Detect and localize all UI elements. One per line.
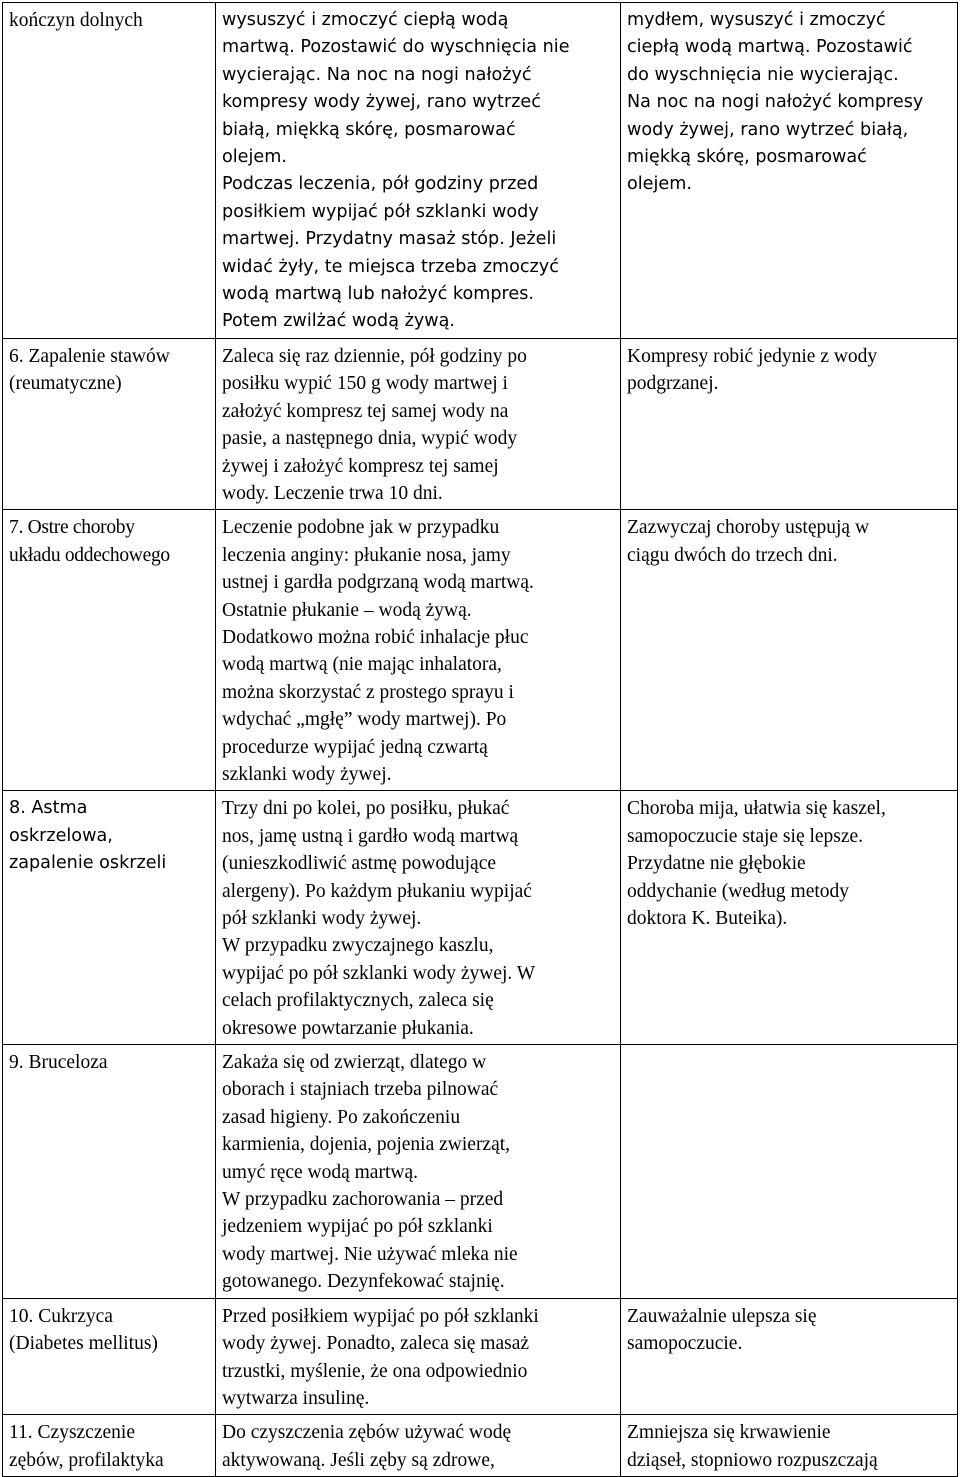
condition-cell (3, 1045, 216, 1299)
treatment-line: żywej i założyć kompresz tej samej (222, 455, 499, 477)
condition-line: 10. Cukrzyca (9, 1305, 113, 1327)
table-row (3, 1045, 958, 1299)
treatment-cell (216, 1415, 621, 1477)
treatment-table (2, 2, 958, 1477)
treatment-line: pasie, a następnego dnia, wypić wody (222, 428, 518, 450)
treatment-line: aktywowaną. Jeśli zęby są zdrowe, (222, 1449, 495, 1471)
notes-line: Choroba mija, ułatwia się kaszel, (627, 798, 886, 820)
notes-line: Zmniejsza się krwawienie (627, 1422, 831, 1444)
notes-line: ciągu dwóch do trzech dni. (627, 544, 838, 566)
treatment-line: karmienia, dojenia, pojenia zwierząt, (222, 1134, 511, 1156)
treatment-line: Przed posiłkiem wypijać po pół szklanki (222, 1305, 539, 1327)
condition-line: 6. Zapalenie stawów (9, 345, 170, 367)
notes-line: dziąseł, stopniowo rozpuszczają (627, 1449, 878, 1471)
treatment-line: (unieszkodliwić astmę powodujące (222, 853, 496, 875)
treatment-line: jedzeniem wypijać po pół szklanki (222, 1216, 493, 1238)
treatment-line: wdychać „mgłę” wody martwej). Po (222, 709, 507, 731)
notes-line: Przydatne nie głębokie (627, 853, 806, 875)
treatment-line: umyć ręce wodą martwą. (222, 1161, 418, 1183)
condition-line: 9. Bruceloza (9, 1052, 108, 1074)
notes-cell (621, 1298, 958, 1415)
treatment-line: leczenia anginy: płukanie nosa, jamy (222, 544, 511, 566)
treatment-line: wytwarza insulinę. (222, 1387, 370, 1409)
treatment-line: wysuszyć i zmoczyć ciepłą wodą (222, 10, 509, 30)
notes-line: Zazwyczaj choroby ustępują w (627, 517, 870, 539)
treatment-line: Dodatkowo można robić inhalacje płuc (222, 626, 529, 648)
treatment-line: ustnej i gardła podgrzaną wodą martwą. (222, 572, 534, 594)
treatment-line: wypijać po pół szklanki wody żywej. W (222, 962, 536, 984)
notes-line: olejem. (627, 174, 692, 195)
treatment-line: Podczas leczenia, pół godziny przed (222, 174, 539, 195)
notes-line: oddychanie (według metody (627, 880, 850, 902)
treatment-line: wodą martwą (nie mając inhalatora, (222, 654, 502, 676)
table-row (3, 1298, 958, 1415)
condition-line: oskrzelowa, (9, 825, 113, 846)
treatment-line: trzustki, myślenie, że ona odpowiednio (222, 1360, 528, 1382)
treatment-cell (216, 338, 621, 509)
condition-line: układu oddechowego (9, 544, 170, 566)
treatment-line: Potem zwilżać wodą żywą. (222, 311, 455, 332)
treatment-line: oborach i stajniach trzeba pilnować (222, 1079, 499, 1101)
table-row (3, 1415, 958, 1477)
notes-line: ciepłą wodą martwą. Pozostawić (627, 37, 913, 58)
condition-line: (Diabetes mellitus) (9, 1333, 158, 1355)
treatment-cell (216, 791, 621, 1045)
notes-cell (621, 510, 958, 791)
treatment-line: Trzy dni po kolei, po posiłku, płukać (222, 798, 510, 820)
treatment-line: martwej. Przydatny masaż stóp. Jeżeli (222, 229, 557, 250)
treatment-line: Do czyszczenia zębów używać wodę (222, 1422, 512, 1444)
treatment-line: olejem. (222, 147, 287, 168)
treatment-line: Zakaża się od zwierząt, dlatego w (222, 1052, 487, 1074)
treatment-line: W przypadku zwyczajnego kaszlu, (222, 935, 494, 957)
condition-cell (3, 791, 216, 1045)
treatment-line: kompresy wody żywej, rano wytrzeć (222, 92, 541, 113)
treatment-line: zasad higieny. Po zakończeniu (222, 1106, 461, 1128)
notes-line: podgrzanej. (627, 373, 719, 395)
treatment-line: widać żyły, te miejsca trzeba zmoczyć (222, 256, 559, 277)
treatment-line: szklanki wody żywej. (222, 763, 392, 785)
notes-cell (621, 3, 958, 339)
condition-cell (3, 510, 216, 791)
treatment-line: wycierając. Na noc na nogi nałożyć (222, 64, 532, 85)
treatment-line: Ostatnie płukanie – wodą żywą. (222, 599, 472, 621)
notes-line: samopoczucie. (627, 1333, 743, 1355)
notes-cell (621, 1415, 958, 1477)
notes-line: miękką skórę, posmarować (627, 147, 867, 168)
condition-cell (3, 1298, 216, 1415)
condition-line: 7. Ostre choroby (9, 517, 135, 539)
treatment-line: wodą martwą lub nałożyć kompres. (222, 284, 534, 305)
notes-line: mydłem, wysuszyć i zmoczyć (627, 10, 886, 30)
treatment-line: wody. Leczenie trwa 10 dni. (222, 482, 443, 504)
notes-line: Na noc na nogi nałożyć kompresy (627, 92, 924, 113)
notes-line: wody żywej, rano wytrzeć białą, (627, 119, 909, 140)
treatment-line: wody żywej. Ponadto, zaleca się masaż (222, 1333, 530, 1355)
treatment-line: Zaleca się raz dziennie, pół godziny po (222, 345, 527, 367)
treatment-cell (216, 1045, 621, 1299)
condition-line: kończyn dolnych (9, 10, 143, 31)
table-row (3, 338, 958, 509)
condition-cell (3, 1415, 216, 1477)
treatment-line: pół szklanki wody żywej. (222, 908, 422, 929)
treatment-line: Leczenie podobne jak w przypadku (222, 517, 500, 539)
treatment-cell (216, 1298, 621, 1415)
notes-line: doktora K. Buteika). (627, 908, 788, 929)
treatment-line: W przypadku zachorowania – przed (222, 1189, 504, 1211)
treatment-line: alergeny). Po każdym płukaniu wypijać (222, 880, 532, 902)
notes-line: do wyschnięcia nie wycierając. (627, 64, 899, 85)
condition-cell (3, 3, 216, 339)
notes-cell (621, 1045, 958, 1299)
treatment-cell (216, 3, 621, 339)
treatment-line: gotowanego. Dezynfekować stajnię. (222, 1271, 505, 1293)
treatment-line: celach profilaktycznych, zaleca się (222, 990, 494, 1012)
condition-line: 8. Astma (9, 798, 88, 819)
table-row (3, 510, 958, 791)
treatment-line: nos, jamę ustną i gardło wodą martwą (222, 825, 519, 847)
condition-line: zębów, profilaktyka (9, 1449, 164, 1471)
treatment-line: założyć kompresz tej samej wody na (222, 400, 509, 422)
treatment-line: można skorzystać z prostego sprayu i (222, 681, 514, 703)
treatment-line: posiłkiem wypijać pół szklanki wody (222, 201, 539, 222)
notes-line: samopoczucie staje się lepsze. (627, 825, 864, 847)
notes-line: Zauważalnie ulepsza się (627, 1305, 817, 1327)
treatment-line: okresowe powtarzanie płukania. (222, 1017, 474, 1039)
table-row (3, 3, 958, 339)
notes-line: Kompresy robić jedynie z wody (627, 345, 878, 367)
notes-cell (621, 338, 958, 509)
condition-line: zapalenie oskrzeli (9, 853, 167, 874)
treatment-line: posiłku wypić 150 g wody martwej i (222, 373, 508, 395)
condition-line: (reumatyczne) (9, 373, 122, 395)
notes-cell (621, 791, 958, 1045)
table-row (3, 791, 958, 1045)
treatment-line: białą, miękką skórę, posmarować (222, 119, 516, 140)
treatment-line: martwą. Pozostawić do wyschnięcia nie (222, 37, 570, 58)
treatment-cell (216, 510, 621, 791)
treatment-line: wody martwej. Nie używać mleka nie (222, 1243, 518, 1265)
treatment-line: procedurze wypijać jedną czwartą (222, 736, 488, 758)
condition-cell (3, 338, 216, 509)
condition-line: 11. Czyszczenie (9, 1422, 135, 1444)
